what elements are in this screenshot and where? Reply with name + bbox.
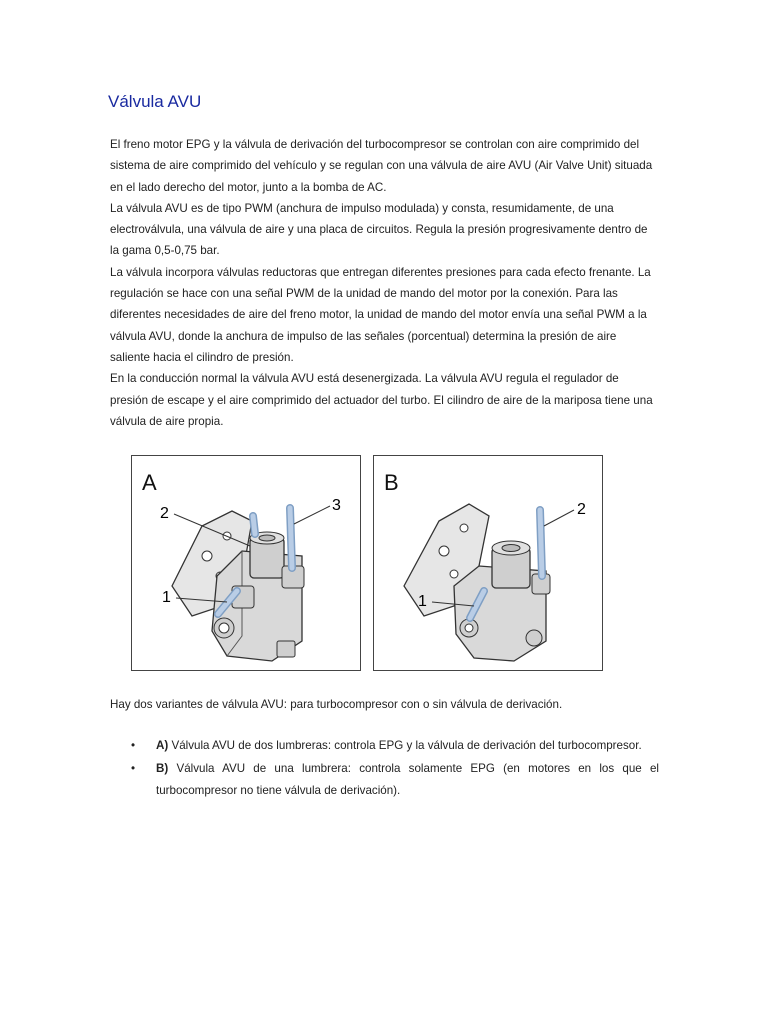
paragraph: En la conducción normal la válvula AVU está desenergizada. La válvula AVU regula el regulador de presión de escape y el aire comprimido del actuador del turbo. El cilindro de aire de la mariposa tiene una válvula de aire propia. — [110, 372, 653, 428]
figure-panel-b — [373, 455, 603, 671]
callout-2: 2 — [577, 501, 586, 518]
callout-1: 1 — [418, 593, 427, 610]
valve-b-illustration — [374, 456, 602, 670]
callout-1: 1 — [162, 589, 171, 606]
list-item — [131, 758, 659, 801]
page-title: Válvula AVU — [108, 92, 202, 111]
valve-a-illustration — [132, 456, 360, 670]
panel-letter-a: A — [142, 470, 157, 495]
list-item — [131, 735, 659, 756]
panel-letter-b: B — [384, 470, 399, 495]
bullet: • — [131, 762, 136, 776]
paragraph: El freno motor EPG y la válvula de derivación del turbocompresor se controlan con aire comprimido del sistema de aire comprimido del vehículo y se regulan con una válvula de aire AVU (Air Valve Unit) situada en el lado derecho del motor, junto a la bomba de AC. — [110, 138, 653, 194]
callout-3: 3 — [332, 497, 341, 514]
variants-text: Hay dos variantes de válvula AVU: para turbocompresor con o sin válvula de derivación. — [110, 698, 563, 711]
valve-figure — [131, 455, 603, 671]
paragraph: La válvula AVU es de tipo PWM (anchura de impulso modulada) y consta, resumidamente, de una electroválvula, una válvula de aire y una placa de circuitos. Regula la presión progresivamente dentro de la gama 0,5-0,75 bar. — [110, 201, 648, 258]
paragraph: La válvula incorpora válvulas reductoras que entregan diferentes presiones para cada efecto frenante. La regulación se hace con una señal PWM de la unidad de mando del motor por la conexión. Para las diferentes necesidades de aire del freno motor, la unidad de mando del motor envía una señal PWM a la válvula AVU, donde la anchura de impulso de las señales (porcentual) determina la presión de aire saliente hacia el cilindro de presión. — [110, 265, 651, 364]
body-text — [110, 134, 658, 432]
callout-2: 2 — [160, 505, 169, 522]
figure-panel-a — [131, 455, 361, 671]
list-item-text: Válvula AVU de una lumbrera: controla solamente EPG (en motores en los que el turbocompresor no tiene válvula de derivación). — [156, 762, 659, 797]
variant-list — [131, 735, 659, 803]
list-item-label: B) — [156, 762, 169, 776]
list-item-text: Válvula AVU de dos lumbreras: controla EPG y la válvula de derivación del turbocompresor. — [168, 739, 642, 752]
bullet: • — [131, 739, 136, 752]
list-item-label: A) — [156, 739, 169, 752]
